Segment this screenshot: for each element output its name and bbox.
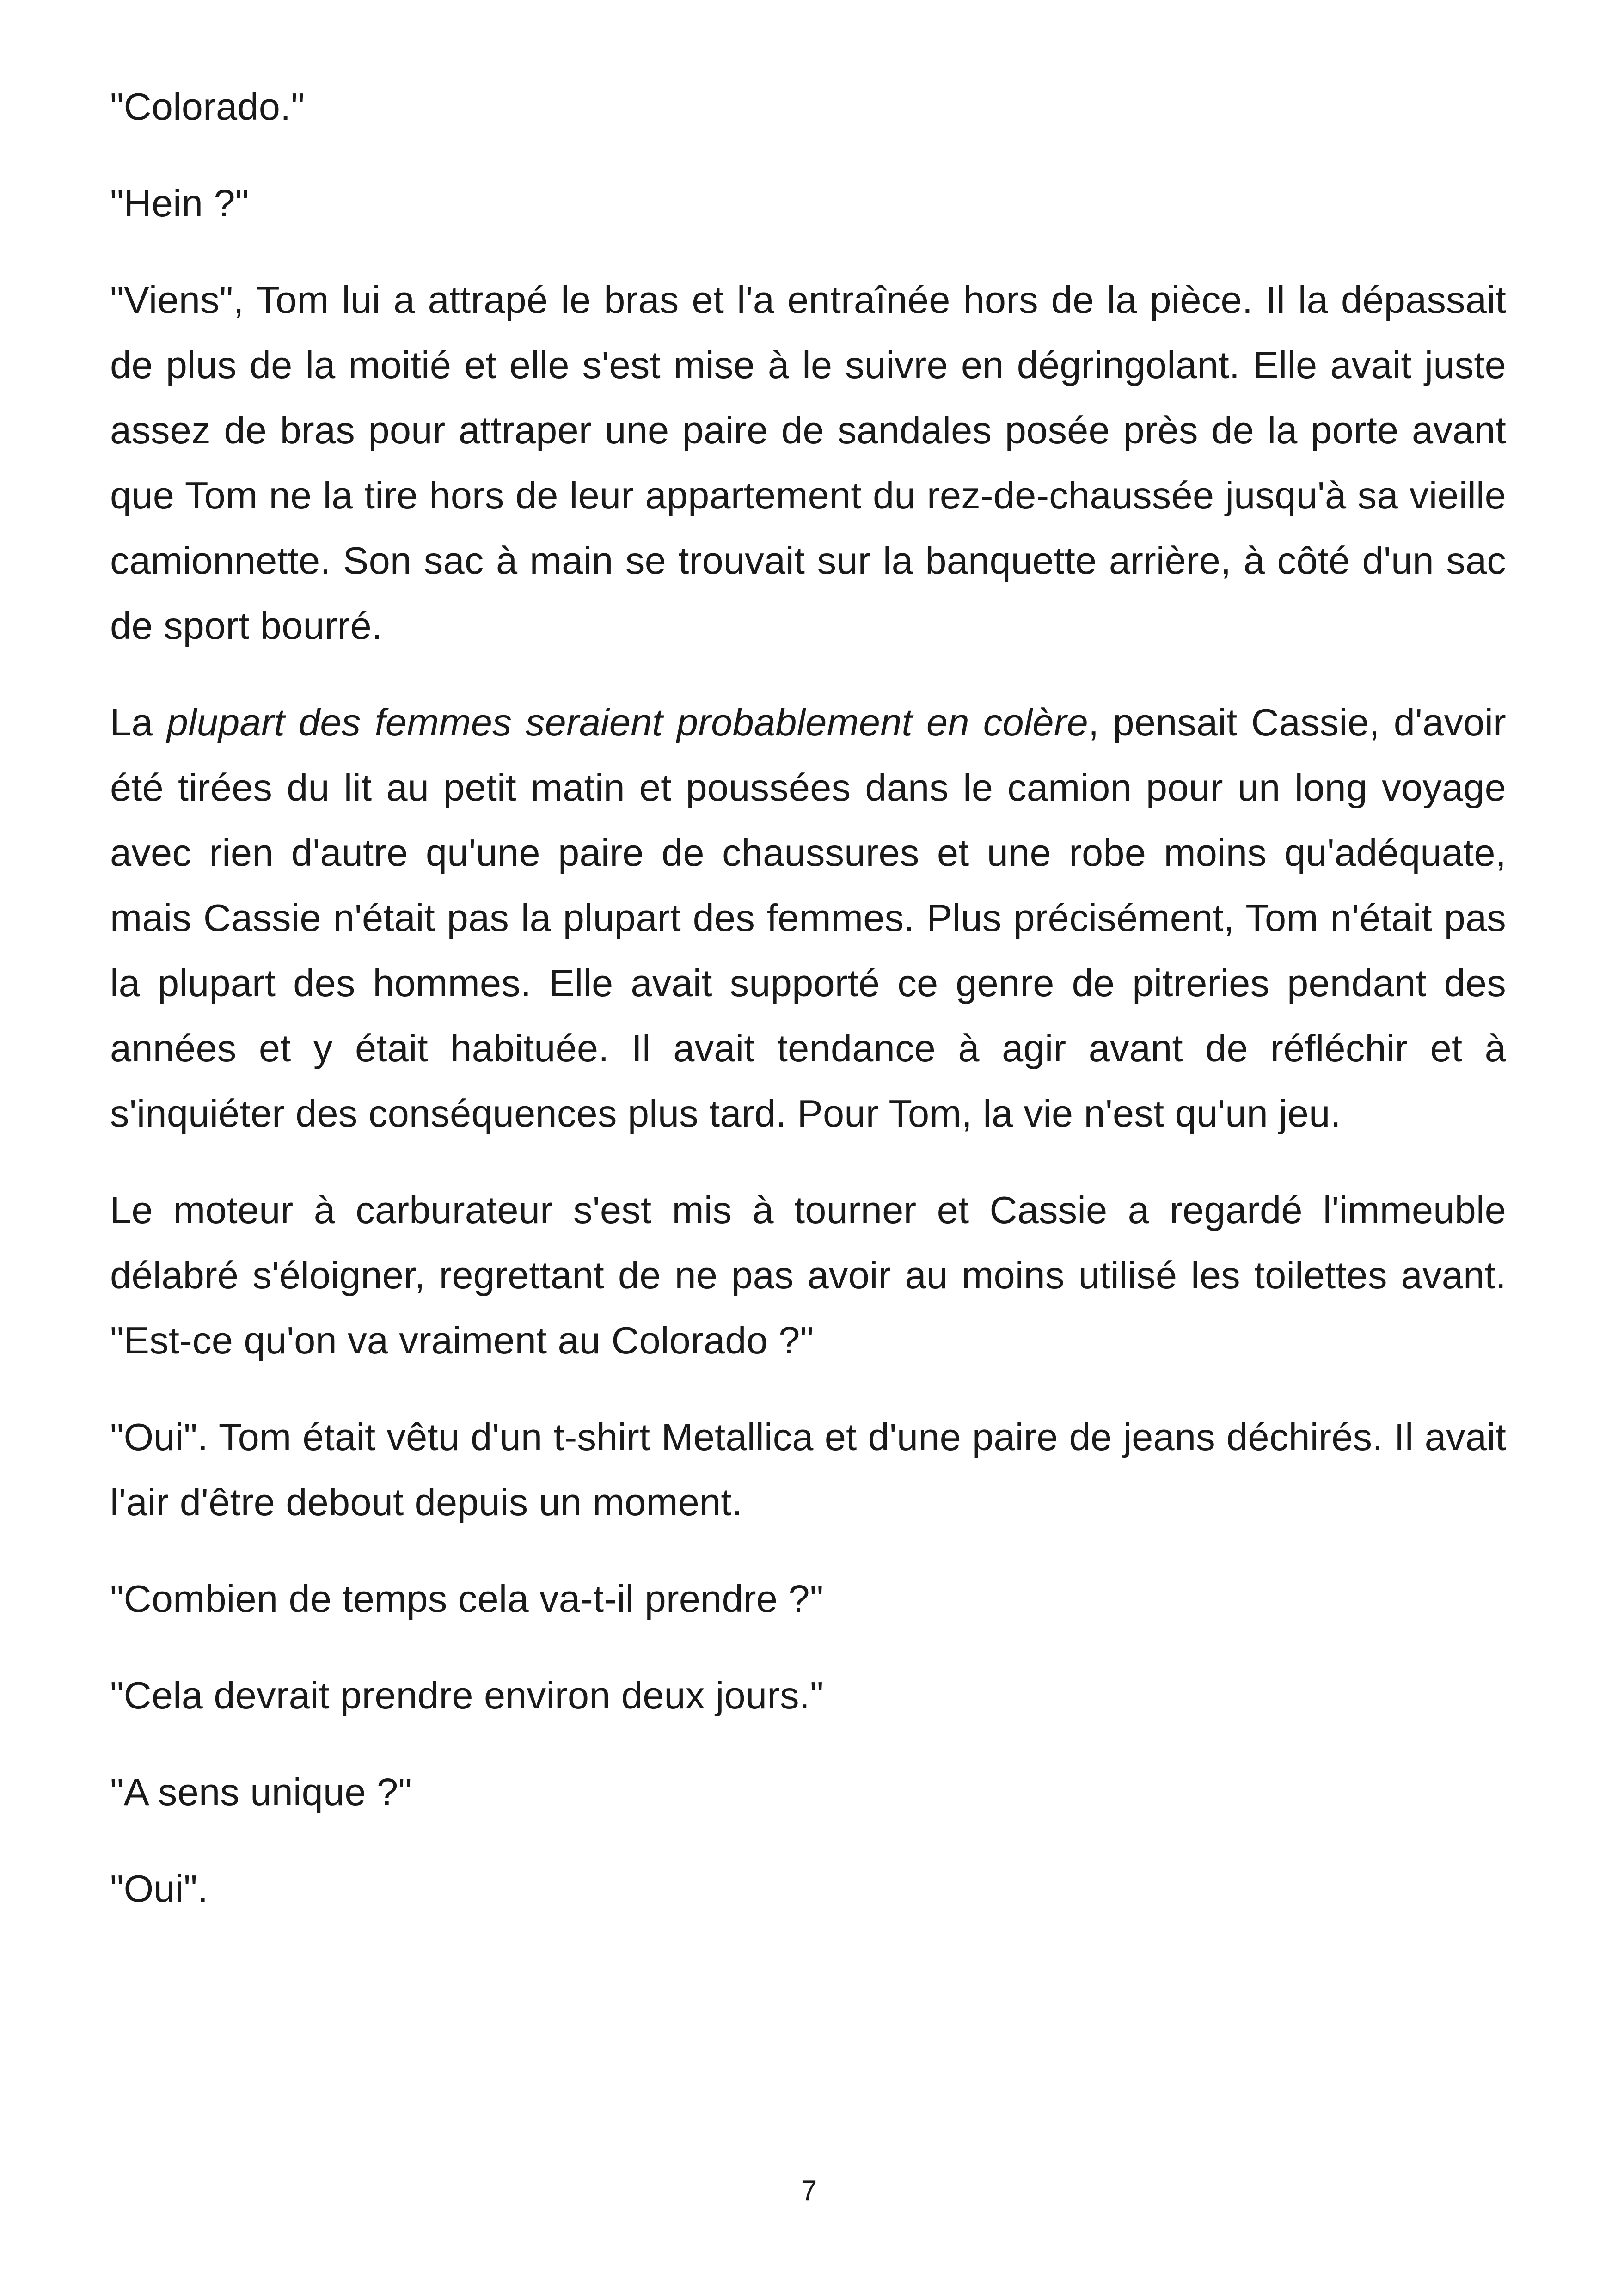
paragraph-4-lead: La (110, 701, 167, 744)
paragraph-8: "Cela devrait prendre environ deux jours." (110, 1674, 824, 1717)
page-number: 7 (801, 2175, 817, 2207)
paragraph-3: "Viens", Tom lui a attrapé le bras et l'a entraînée hors de la pièce. Il la dépassait de plus de la moitié et elle s'est mise à le suivre en dégringolant. Elle avait juste assez de bras pour attraper une paire de sandales posée près de la porte avant que Tom ne la tire hors de leur appartement du rez-de-chaussée jusqu'à sa vieille camionnette. Son sac à main se trouvait sur la banquette arrière, à côté d'un sac de sport bourré. (110, 278, 1506, 647)
body-text (110, 74, 1506, 1953)
paragraph-7: "Combien de temps cela va-t-il prendre ?" (110, 1577, 824, 1620)
paragraph-4-italic: plupart des femmes seraient probablement en colère (166, 701, 1089, 744)
paragraph-2: "Hein ?" (110, 182, 249, 225)
paragraph-10: "Oui". (110, 1867, 208, 1910)
paragraph-6: "Oui". Tom était vêtu d'un t-shirt Metallica et d'une paire de jeans déchirés. Il avait l'air d'être debout depuis un moment. (110, 1415, 1506, 1524)
paragraph-4-rest: , pensait Cassie, d'avoir été tirées du lit au petit matin et poussées dans le camion pour un long voyage avec rien d'autre qu'une paire de chaussures et une robe moins qu'adéquate, mais Cassie n'était pas la plupart des femmes. Plus précisément, Tom n'était pas la plupart des hommes. Elle avait supporté ce genre de pitreries pendant des années et y était habituée. Il avait tendance à agir avant de réfléchir et à s'inquiéter des conséquences plus tard. Pour Tom, la vie n'est qu'un jeu. (110, 701, 1506, 1135)
paragraph-5: Le moteur à carburateur s'est mis à tourner et Cassie a regardé l'immeuble délabré s'éloigner, regrettant de ne pas avoir au moins utilisé les toilettes avant. "Est-ce qu'on va vraiment au Colorado ?" (110, 1188, 1506, 1362)
paragraph-1: "Colorado." (110, 85, 305, 128)
paragraph-4 (110, 690, 1506, 1146)
paragraph-9: "A sens unique ?" (110, 1770, 412, 1813)
